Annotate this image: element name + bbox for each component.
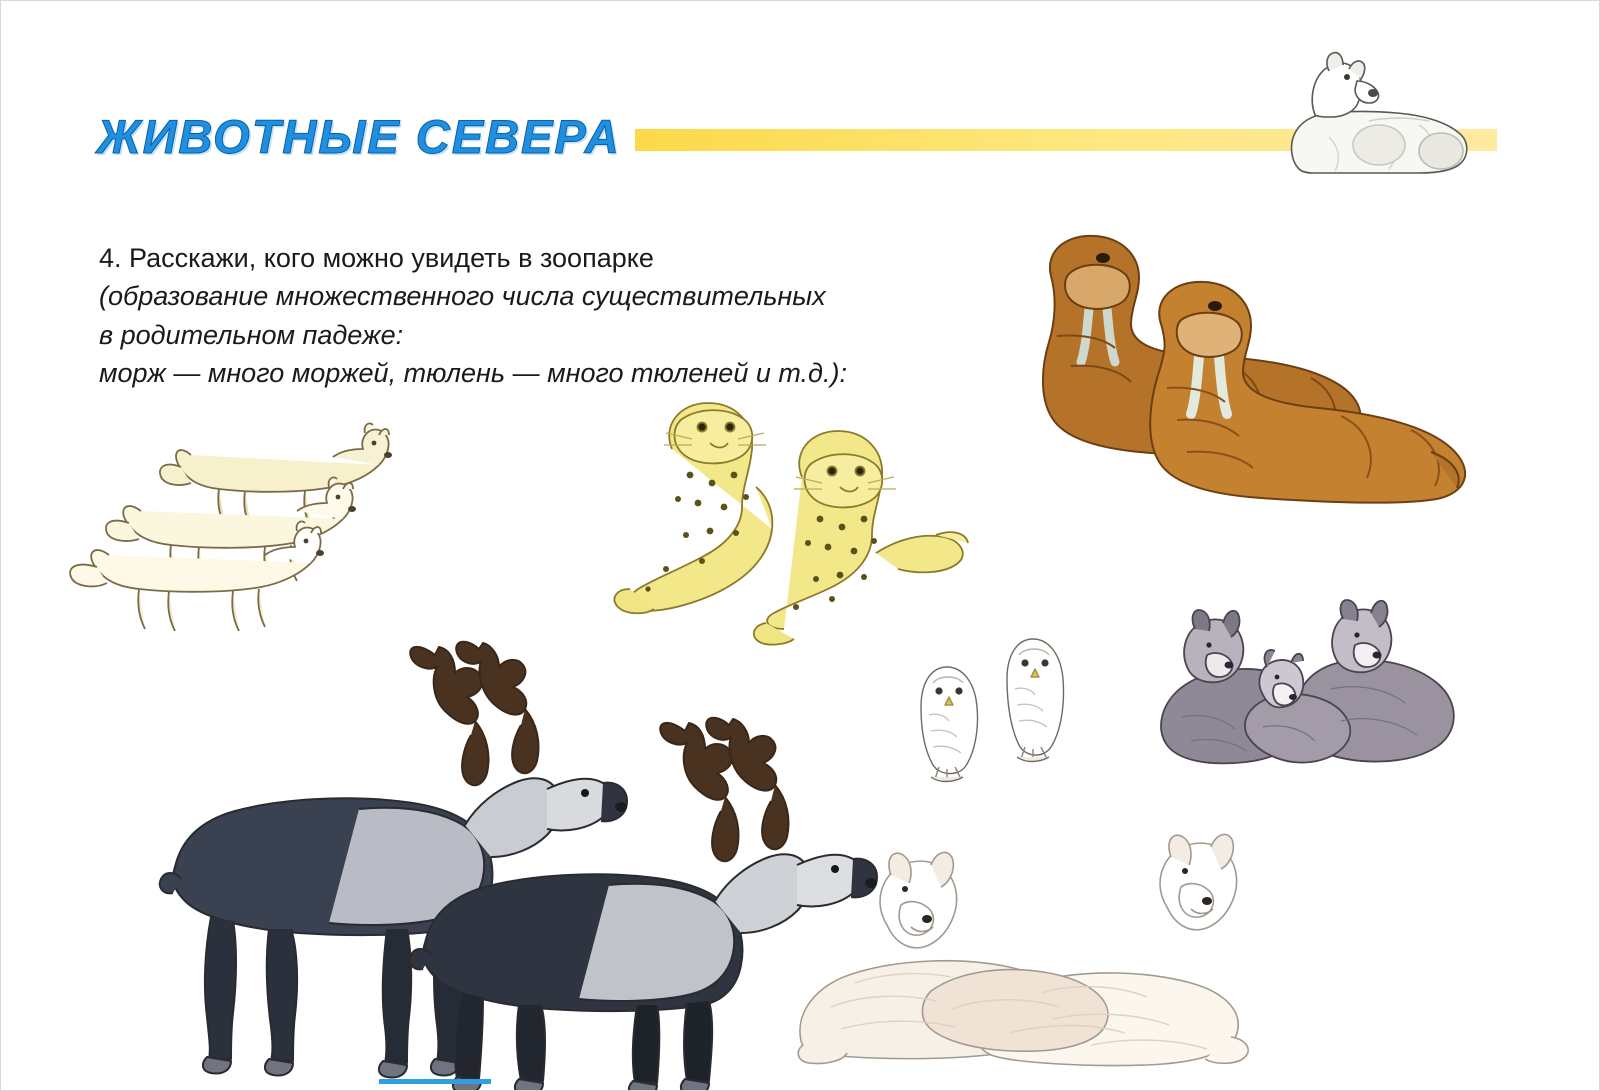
walruses [1011,216,1491,506]
snowy-owls [911,623,1101,793]
task-text [99,239,979,392]
wolves [1151,549,1471,799]
task-line-2: (образование множественного числа существительных [99,281,826,312]
task-line-4: морж — много моржей, тюлень — много тюленей и т.д.): [99,357,847,388]
polar-bears [791,831,1311,1081]
polar-bear-header [1269,41,1489,181]
task-line-3: в родительном падеже: [99,319,404,350]
bottom-page-mark [379,1079,491,1084]
page-title: ЖИВОТНЫЕ СЕВЕРА [97,109,635,164]
arctic-foxes [91,419,521,619]
task-line-1: 4. Расскажи, кого можно увидеть в зоопарке [99,243,654,273]
seals [606,383,1006,643]
reindeer [119,629,779,1079]
